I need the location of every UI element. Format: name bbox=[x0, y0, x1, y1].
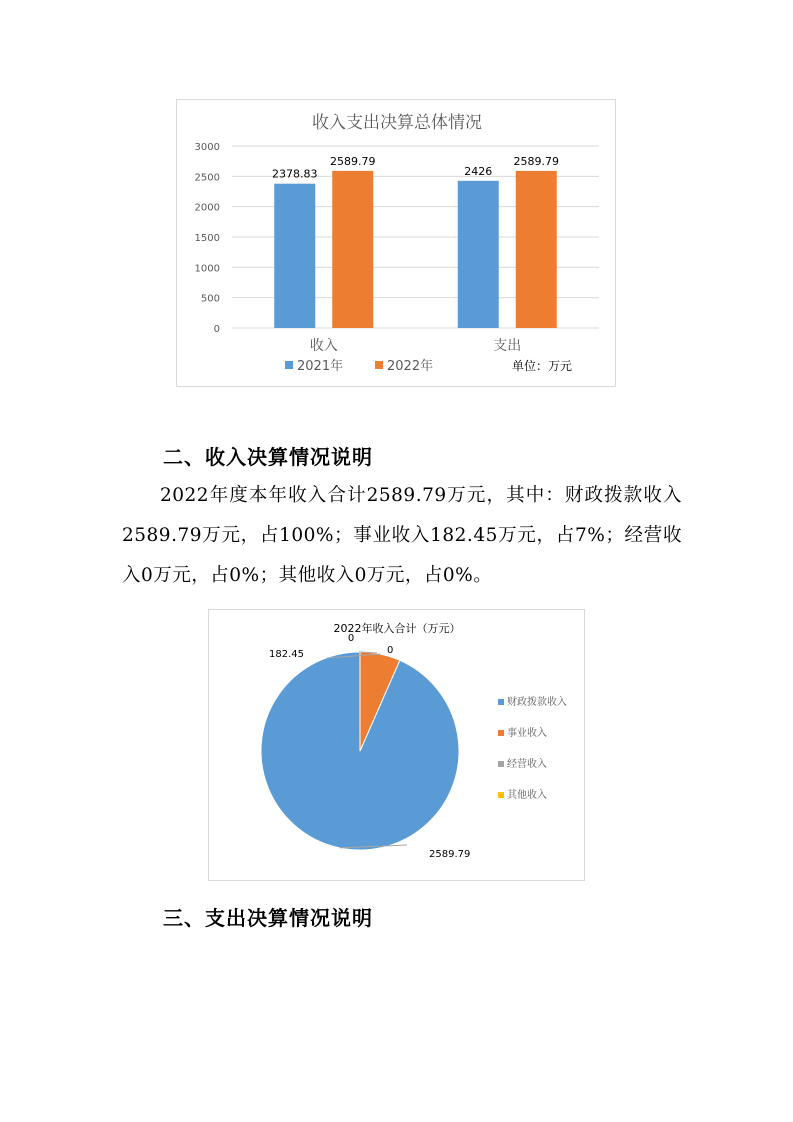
bar-data-label: 2589.79 bbox=[330, 154, 376, 168]
y-tick-label: 500 bbox=[200, 293, 220, 305]
pie-legend-label: 事业收入 bbox=[507, 728, 547, 739]
income-pie-chart bbox=[208, 609, 585, 881]
pie-chart-svg bbox=[209, 610, 586, 882]
pie-data-label: 0 bbox=[387, 645, 394, 656]
pie-data-label: 182.45 bbox=[269, 649, 304, 660]
section-2-heading: 二、收入决算情况说明 bbox=[163, 445, 373, 469]
y-tick-label: 1500 bbox=[194, 233, 220, 244]
pie-legend-label: 财政拨款收入 bbox=[507, 697, 567, 708]
income-paragraph: 2022年度本年收入合计2589.79万元，其中：财政拨款收入2589.79万元，占100%；事业收入182.45万元，占7%；经营收入0万元，占0%；其他收入0万元，占0%。 bbox=[122, 485, 682, 586]
y-tick-label: 0 bbox=[213, 324, 220, 335]
y-tick-label: 2500 bbox=[194, 172, 220, 184]
legend-label: 2021年 bbox=[297, 359, 344, 374]
bar-data-label: 2589.79 bbox=[513, 154, 559, 168]
y-tick-label: 2000 bbox=[194, 202, 220, 214]
section-3-heading: 三、支出决算情况说明 bbox=[163, 906, 373, 930]
x-category-label: 支出 bbox=[493, 338, 522, 354]
legend-swatch bbox=[285, 361, 293, 369]
pie-legend-label: 经营收入 bbox=[507, 759, 547, 770]
unit-note: 单位：万元 bbox=[512, 359, 573, 373]
bar-expense-0 bbox=[458, 181, 499, 328]
bar-data-label: 2426 bbox=[464, 164, 493, 178]
y-tick-label: 1000 bbox=[194, 263, 220, 275]
income-expense-bar-chart bbox=[176, 99, 616, 387]
bar-chart-svg bbox=[177, 100, 617, 388]
legend-swatch bbox=[375, 361, 383, 369]
pie-chart-title: 2022年收入合计（万元） bbox=[333, 622, 461, 635]
pie-legend-swatch bbox=[498, 761, 504, 767]
bar-expense-1 bbox=[516, 171, 557, 328]
pie-legend-swatch bbox=[498, 792, 504, 798]
x-category-label: 收入 bbox=[309, 338, 338, 354]
pie-data-label: 0 bbox=[347, 633, 355, 644]
bar-income-0 bbox=[274, 184, 315, 328]
bar-income-1 bbox=[332, 171, 373, 328]
bar-data-label: 2378.83 bbox=[272, 167, 318, 181]
pie-legend-swatch bbox=[498, 730, 504, 736]
pie-legend-swatch bbox=[498, 699, 504, 705]
pie-data-label: 2589.79 bbox=[429, 849, 471, 860]
pie-legend-label: 其他收入 bbox=[507, 790, 547, 801]
bar-chart-title: 收入支出决算总体情况 bbox=[312, 113, 482, 133]
y-tick-label: 3000 bbox=[194, 142, 220, 153]
legend-label: 2022年 bbox=[387, 359, 434, 374]
